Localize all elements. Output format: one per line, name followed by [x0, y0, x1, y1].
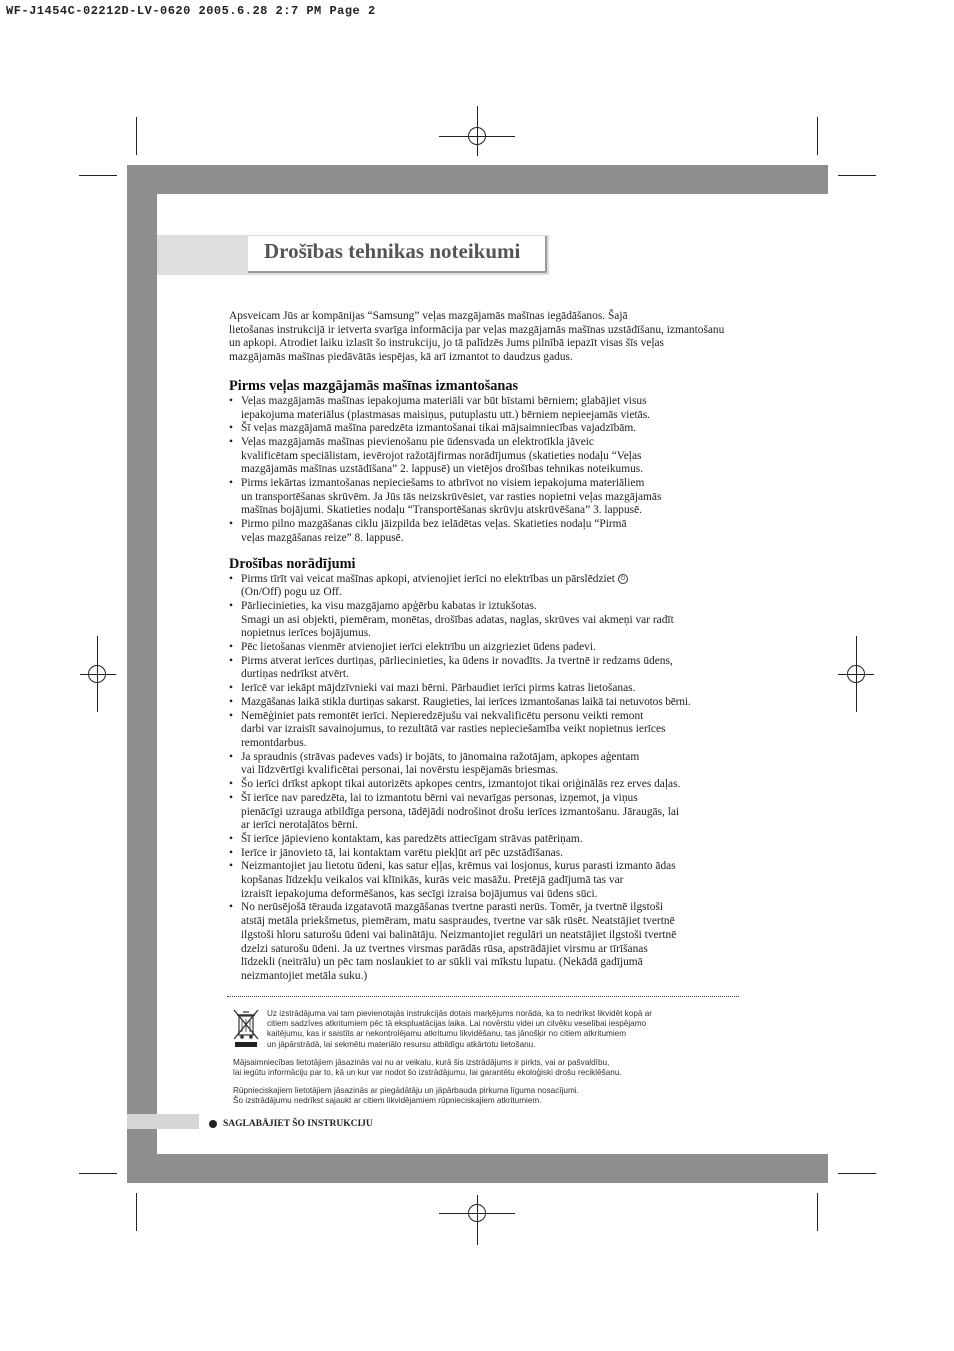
crossed-out-wheelie-bin-icon	[231, 1008, 261, 1048]
list-item-line: vai līdzvērtīgi kvalificētai personai, lai novērstu iespējamās briesmas.	[241, 764, 559, 777]
list-item-line: • Šo ierīci drīkst apkopt tikai autorizēts apkopes centrs, izmantojot tikai oriģinālās rez erves daļas.	[241, 778, 681, 791]
list-item	[229, 710, 739, 751]
list-item-line: mašīnas bojājumi. Skatieties nodaļu “Transportēšanas skrūvju atskrūvēšana” 3. lappusē.	[241, 504, 643, 517]
list-item-line: • Šī ierīce jāpievieno kontaktam, kas paredzēts attiecīgam strāvas patēriņam.	[241, 832, 583, 845]
list-item-line: (On/Off) pogu uz Off.	[241, 586, 342, 599]
list-item-line: • Pirms iekārtas izmantošanas nepieciešams to atbrīvot no visiem iepakojuma materiāliem	[241, 477, 645, 490]
list-item	[229, 751, 739, 778]
list-item	[229, 573, 739, 600]
crop-mark	[79, 1173, 117, 1174]
crop-mark	[136, 1193, 137, 1231]
list-item-line: • Nemēģiniet pats remontēt ierīci. Nepieredzējušu vai nekvalificētu personu veikti remont	[241, 709, 644, 722]
crop-mark	[838, 1173, 876, 1174]
list-item	[229, 847, 739, 861]
intro-line: Apsveicam Jūs ar kompānijas “Samsung” veļas mazgājamās mašīnas iegādāšanos. Šajā	[229, 310, 628, 322]
list-item-line: • Ierīce ir jānovieto tā, lai kontaktam varētu piekļūt arī pēc uzstādīšanas.	[241, 846, 563, 859]
print-slug: WF-J1454C-02212D-LV-0620 2005.6.28 2:7 PM Page 2	[6, 4, 376, 18]
note-line: lai iegūtu informāciju par to, kā un kur var nodot šo izstrādājumu, lai garantētu ekoloģiski drošu reciklēšanu.	[233, 1068, 622, 1078]
list-item-line: ar ierīci nerotaļātos bērni.	[241, 819, 359, 832]
note-line: Šo izstrādājumu nedrīkst sajaukt ar citiem likvidējamiem rūpnieciskajiem atkritumiem.	[233, 1096, 542, 1106]
list-item-line: kvalificētam speciālistam, ievērojot ražotājfirmas norādījumus (skatieties nodaļu “Veļas	[241, 449, 642, 462]
bullet-icon	[209, 1120, 217, 1128]
list-item-text: Pirms tīrīt vai veicat mašīnas apkopi, atvienojiet ierīci no elektrības un pārslēdziet	[241, 572, 615, 585]
footer-note	[209, 1119, 373, 1129]
intro-line: un apkopi. Atrodiet laiku izlasīt šo instrukciju, jo tā palīdzēs Jums pilnībā iepazīt visas šīs veļas	[229, 337, 664, 350]
list-item	[229, 477, 739, 518]
weee-line: un jāpārstrādā, lai sekmētu materiālo resursu atbildīgu atkārtotu lietošanu.	[267, 1039, 536, 1049]
note-line: Rūpnieciskajiem lietotājiem jāsazinās ar piegādātāju un jāpārbauda pirkuma līguma nosacījumi.	[233, 1086, 579, 1095]
list-item-line: kopšanas līdzekļu veikalos vai klīnikās, kurās veic masāžu. Pretējā gadījumā tas var	[241, 874, 624, 887]
list-item-line: veļas mazgāšanas reize” 8. lappusē.	[241, 531, 404, 544]
list-item-line	[241, 573, 739, 587]
list-item	[229, 422, 739, 436]
list-item-line: Smagi un asi objekti, piemēram, monētas, drošības adatas, naglas, skrūves vai akmeņi var radīt	[241, 613, 674, 626]
dotted-divider	[227, 996, 739, 997]
list-item-line: • Neizmantojiet jau lietotu ūdeni, kas satur eļļas, krēmus vai losjonus, kurus parasti izmanto ādas	[241, 860, 676, 873]
list-item-line: • Šī ierīce nav paredzēta, lai to izmantotu bērni vai nevarīgas personas, izņemot, ja viņus	[241, 791, 638, 804]
section-heading-safety: Drošības norādījumi	[229, 555, 356, 572]
registration-circle-icon	[88, 665, 106, 683]
list-item	[229, 696, 739, 710]
list-item-line: un transportēšanas skrūvēm. Ja Jūs tās neizskrūvēsiet, var rasties nopietni veļas mazgājamās	[241, 490, 662, 503]
crop-mark	[79, 175, 117, 176]
list-item-line: • Pirms atverat ierīces durtiņas, pārliecinieties, ka ūdens ir novadīts. Ja tvertnē ir redzams ūdens,	[241, 654, 673, 667]
list-item-line: • Veļas mazgājamās mašīnas pievienošanu pie ūdensvada un elektrotīkla jāveic	[241, 435, 594, 448]
list-item-line: nopietnus ierīces bojājumus.	[241, 627, 372, 640]
weee-line: Uz izstrādājuma vai tam pievienotajās instrukcijās dotais marķējums norāda, ka to nedrīkst likvidēt kopā ar	[267, 1009, 652, 1018]
intro-line: mazgājamās mašīnas piedāvātās iespējas, kā arī izmantot to daudzus gadus.	[229, 351, 573, 364]
list-item	[229, 518, 739, 545]
note-line: Mājsaimniecības lietotājiem jāsazinās vai nu ar veikalu, kurā šis izstrādājums ir pirkts, vai ar pašvaldību,	[233, 1058, 610, 1067]
weee-line: citiem sadzīves atkritumiem pēc tā ekspluatācijas laika. Lai novērstu videi un cilvēku veselībai iespējamo	[267, 1019, 647, 1029]
list-item-line: remontdarbus.	[241, 736, 307, 749]
list-item	[229, 655, 739, 682]
list-item	[229, 600, 739, 641]
power-button-icon: ⏻	[618, 574, 628, 584]
crop-mark	[838, 175, 876, 176]
list-item-line: atstāj metāla priekšmetus, piemēram, matu saspraudes, tvertne var sāk rūsēt. Neatstājiet tvertnē	[241, 915, 675, 928]
frame-light-segment	[127, 1114, 199, 1129]
list-item-line: mazgājamās mašīnas uzstādīšana” 2. lappusē) un vietējos drošības tehnikas noteikumus.	[241, 463, 644, 476]
before-use-list	[229, 395, 739, 546]
list-item-line: • Pārliecinieties, ka visu mazgājamo apģērbu kabatas ir iztukšotas.	[241, 599, 537, 612]
business-users-note	[233, 1086, 739, 1106]
list-item-line: • Ierīcē var iekāpt mājdzīvnieki vai mazi bērni. Pārbaudiet ierīci pirms katras lietošanas.	[241, 682, 636, 695]
safety-list	[229, 573, 739, 984]
weee-line: kaitējumu, kas ir saistīts ar nekontrolējamu atkritumu likvidēšanu, tas jānošķir no citiem atkritumiem	[267, 1029, 627, 1039]
list-item-line: dzelzi saturošu ūdeni. Ja uz tvertnes virsmas parādās rūsa, apstrādājiet virsmu ar tīrīšanas	[241, 942, 648, 955]
registration-circle-icon	[468, 127, 486, 145]
list-item-line: • Veļas mazgājamās mašīnas iepakojuma materiāli var būt bīstami bērniem; glabājiet visus	[241, 394, 647, 407]
list-item	[229, 641, 739, 655]
footer-text: SAGLABĀJIET ŠO INSTRUKCIJU	[223, 1119, 373, 1129]
list-item	[229, 778, 739, 792]
list-item-line: • Šī veļas mazgājamā mašīna paredzēta izmantošanai tikai mājsaimniecības vajadzībām.	[241, 422, 637, 435]
intro-paragraph	[229, 310, 739, 365]
list-item	[229, 395, 739, 422]
list-item-line: neizmantojiet metāla suku.)	[241, 969, 368, 982]
main-content	[229, 310, 739, 984]
list-item-line: pienācīgi uzrauga atbildīga persona, tādējādi nodrošinot drošu ierīces izmantošanu. Jāraugās, lai	[241, 805, 680, 818]
registration-circle-icon	[468, 1204, 486, 1222]
list-item	[229, 792, 739, 833]
list-item-line: • Ja spraudnis (strāvas padeves vads) ir bojāts, to jānomaina ražotājam, apkopes aģentam	[241, 750, 640, 763]
weee-disposal-text	[267, 1009, 739, 1050]
list-item-line: līdzekli (neitrālu) un pēc tam noslaukiet to ar sūkli vai mīkstu lupatu. (Nekādā gadījumā	[241, 956, 643, 969]
list-item	[229, 833, 739, 847]
frame-top-band	[127, 165, 828, 194]
list-item	[229, 901, 739, 983]
list-item	[229, 860, 739, 901]
list-item-line: darbi var izraisīt savainojumus, to rezultātā var rasties nepieciešamība veikt nopietnus ierīces	[241, 723, 666, 736]
page-title: Drošības tehnikas noteikumi	[264, 239, 521, 263]
crop-mark	[817, 1193, 818, 1231]
frame-left-band	[127, 194, 157, 1114]
list-item-line: • No nerūsējošā tērauda izgatavotā mazgāšanas tvertne parasti nerūs. Tomēr, ja tvertnē ilgstoši	[241, 901, 664, 914]
household-users-note	[233, 1058, 739, 1078]
list-item-line: • Mazgāšanas laikā stikla durtiņas sakarst. Raugieties, lai ierīces izmantošanas laikā tai netuvotos bērni.	[241, 695, 691, 708]
list-item-line: izraisīt iepakojuma deformēšanos, kas secīgi izraisa bojājumus vai ūdens sūci.	[241, 887, 598, 900]
registration-circle-icon	[847, 665, 865, 683]
list-item-line: durtiņas nedrīkst atvērt.	[241, 668, 349, 681]
frame-bottom-band	[127, 1154, 828, 1183]
list-item-line: iepakojuma materiālus (plastmasas maisiņus, putuplastu utt.) bērniem nepieejamās vietās.	[241, 408, 651, 421]
list-item-line: ilgstoši hloru saturošu ūdeni vai balinātāju. Neizmantojiet regulāri un neatstājiet ilgstoši tvertnē	[241, 928, 677, 941]
list-item-line: • Pēc lietošanas vienmēr atvienojiet ierīci elektrību un aizgrieziet ūdens padevi.	[241, 641, 596, 654]
crop-mark	[817, 117, 818, 155]
section-heading-before-use: Pirms veļas mazgājamās mašīnas izmantošanas	[229, 377, 519, 394]
list-item	[229, 436, 739, 477]
intro-line: lietošanas instrukcijā ir ietverta svarīga informācija par veļas mazgājamās mašīnas uzstādīšanu, izmantošanu	[229, 323, 725, 336]
crop-mark	[136, 117, 137, 155]
frame-left-band-lower	[127, 1129, 157, 1154]
list-item	[229, 682, 739, 696]
list-item-line: • Pirmo pilno mazgāšanas ciklu jāizpilda bez ielādētas veļas. Skatieties nodaļu “Pirmā	[241, 518, 627, 531]
